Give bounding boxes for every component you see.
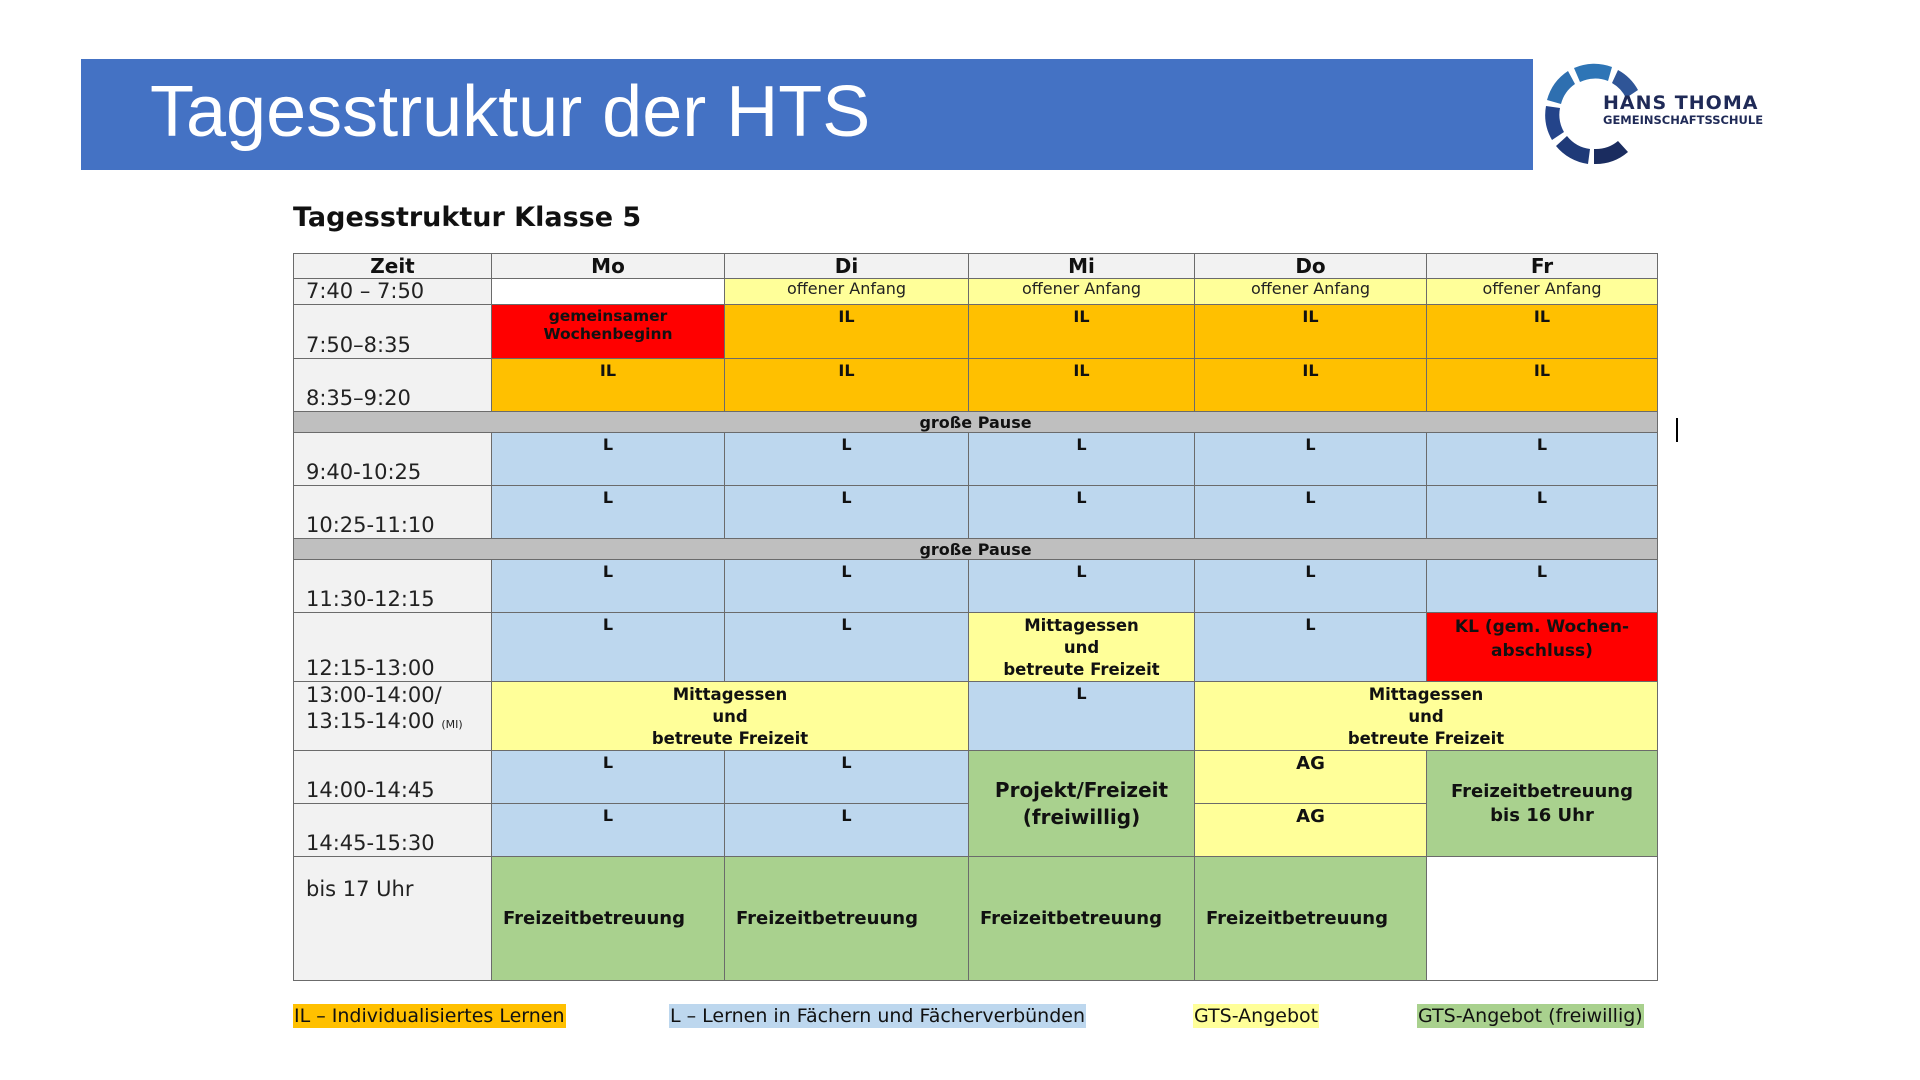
l-cell: L	[1195, 613, 1427, 682]
table-row	[294, 279, 1658, 305]
cell-line: (freiwillig)	[1022, 804, 1141, 829]
col-header-zeit: Zeit	[294, 254, 492, 279]
legend-il: IL – Individualisiertes Lernen	[294, 1005, 565, 1027]
offener-anfang-cell: offener Anfang	[969, 279, 1195, 305]
header-row	[294, 254, 1658, 279]
freizeit-cell: Freizeitbetreuung	[969, 857, 1195, 981]
col-header-do: Do	[1195, 254, 1427, 279]
empty-cell	[492, 279, 725, 305]
time-cell: 14:00-14:45	[294, 751, 492, 804]
il-cell: IL	[969, 359, 1195, 412]
text-cursor	[1676, 418, 1678, 442]
col-header-di: Di	[725, 254, 969, 279]
l-cell: L	[492, 613, 725, 682]
cell-line: Mittagessen	[672, 685, 788, 704]
cell-line: betreute Freizeit	[1347, 729, 1505, 748]
logo-subname: GEMEINSCHAFTSSCHULE	[1603, 113, 1764, 127]
l-cell: L	[725, 486, 969, 539]
cell-line: Freizeitbetreuung	[1451, 780, 1633, 802]
time-text: 13:15-14:00	[306, 709, 435, 733]
l-cell: L	[725, 613, 969, 682]
ag-cell: AG	[1195, 751, 1427, 804]
time-cell: 11:30-12:15	[294, 560, 492, 613]
legend-gts: GTS-Angebot	[1194, 1005, 1319, 1027]
table-row	[294, 359, 1658, 412]
l-cell: L	[969, 433, 1195, 486]
logo-name: HANS THOMA	[1603, 92, 1759, 114]
time-line: 13:00-14:00/	[306, 683, 442, 707]
cell-line: Mittagessen	[1024, 616, 1139, 635]
l-cell: L	[1195, 560, 1427, 613]
cell-line: und	[1063, 638, 1100, 657]
pause-row	[294, 539, 1658, 560]
table-row	[294, 433, 1658, 486]
cell-line: Wochenbeginn	[543, 325, 673, 343]
freizeit-cell: Freizeitbetreuung	[492, 857, 725, 981]
cell-line: abschluss)	[1491, 641, 1593, 661]
l-cell: L	[1427, 433, 1658, 486]
cell-line: bis 16 Uhr	[1490, 804, 1594, 826]
col-header-mi: Mi	[969, 254, 1195, 279]
ag-cell: AG	[1195, 804, 1427, 857]
lunch-cell	[969, 613, 1195, 682]
cell-line: und	[1408, 707, 1444, 726]
cell-line: KL (gem. Wochen-	[1454, 617, 1630, 637]
time-cell	[294, 682, 492, 751]
table-row	[294, 305, 1658, 359]
cell-line: betreute Freizeit	[1003, 660, 1160, 679]
lunch-cell	[492, 682, 969, 751]
il-cell: IL	[1427, 305, 1658, 359]
l-cell: L	[725, 560, 969, 613]
lunch-cell	[1195, 682, 1658, 751]
l-cell: L	[492, 804, 725, 857]
table-title: Tagesstruktur Klasse 5	[293, 202, 642, 233]
l-cell: L	[492, 560, 725, 613]
l-cell: L	[1195, 433, 1427, 486]
l-cell: L	[725, 751, 969, 804]
cell-line: und	[712, 707, 748, 726]
l-cell: L	[969, 486, 1195, 539]
pause-cell: große Pause	[294, 539, 1658, 560]
col-header-fr: Fr	[1427, 254, 1658, 279]
time-cell: 8:35–9:20	[294, 359, 492, 412]
cell-line: Projekt/Freizeit	[994, 777, 1169, 802]
l-cell: L	[492, 486, 725, 539]
kl-cell	[1427, 613, 1658, 682]
table-row	[294, 613, 1658, 682]
legend-l: L – Lernen in Fächern und Fächerverbünden	[670, 1005, 1086, 1027]
table-row	[294, 486, 1658, 539]
offener-anfang-cell: offener Anfang	[1195, 279, 1427, 305]
il-cell: IL	[725, 305, 969, 359]
time-cell: 14:45-15:30	[294, 804, 492, 857]
l-cell: L	[725, 804, 969, 857]
l-cell: L	[725, 433, 969, 486]
legend-gts-free: GTS-Angebot (freiwillig)	[1418, 1005, 1643, 1027]
time-note: (MI)	[441, 718, 463, 731]
time-cell: bis 17 Uhr	[294, 857, 492, 981]
schedule-table	[293, 253, 1658, 981]
offener-anfang-cell: offener Anfang	[1427, 279, 1658, 305]
wochenbeginn-cell	[492, 305, 725, 359]
time-cell: 9:40-10:25	[294, 433, 492, 486]
freizeit-16-cell	[1427, 751, 1658, 857]
freizeit-cell: Freizeitbetreuung	[725, 857, 969, 981]
il-cell: IL	[969, 305, 1195, 359]
table-row	[294, 682, 1658, 751]
l-cell: L	[492, 433, 725, 486]
il-cell: IL	[725, 359, 969, 412]
time-line	[306, 708, 491, 738]
table-row	[294, 751, 1658, 804]
pause-cell: große Pause	[294, 412, 1658, 433]
l-cell: L	[1427, 486, 1658, 539]
offener-anfang-cell: offener Anfang	[725, 279, 969, 305]
time-cell: 12:15-13:00	[294, 613, 492, 682]
pause-row	[294, 412, 1658, 433]
l-cell: L	[969, 560, 1195, 613]
table-row	[294, 560, 1658, 613]
il-cell: IL	[1427, 359, 1658, 412]
page-title: Tagesstruktur der HTS	[150, 72, 871, 152]
il-cell: IL	[492, 359, 725, 412]
l-cell: L	[969, 682, 1195, 751]
il-cell: IL	[1195, 305, 1427, 359]
col-header-mo: Mo	[492, 254, 725, 279]
time-cell: 7:50–8:35	[294, 305, 492, 359]
l-cell: L	[1195, 486, 1427, 539]
projekt-cell	[969, 751, 1195, 857]
l-cell: L	[492, 751, 725, 804]
time-cell: 7:40 – 7:50	[294, 279, 492, 305]
time-cell: 10:25-11:10	[294, 486, 492, 539]
l-cell: L	[1427, 560, 1658, 613]
empty-cell	[1427, 857, 1658, 981]
il-cell: IL	[1195, 359, 1427, 412]
table-row	[294, 857, 1658, 981]
cell-line: Mittagessen	[1368, 685, 1484, 704]
cell-line: gemeinsamer	[548, 307, 668, 325]
cell-line: betreute Freizeit	[651, 729, 809, 748]
freizeit-cell: Freizeitbetreuung	[1195, 857, 1427, 981]
